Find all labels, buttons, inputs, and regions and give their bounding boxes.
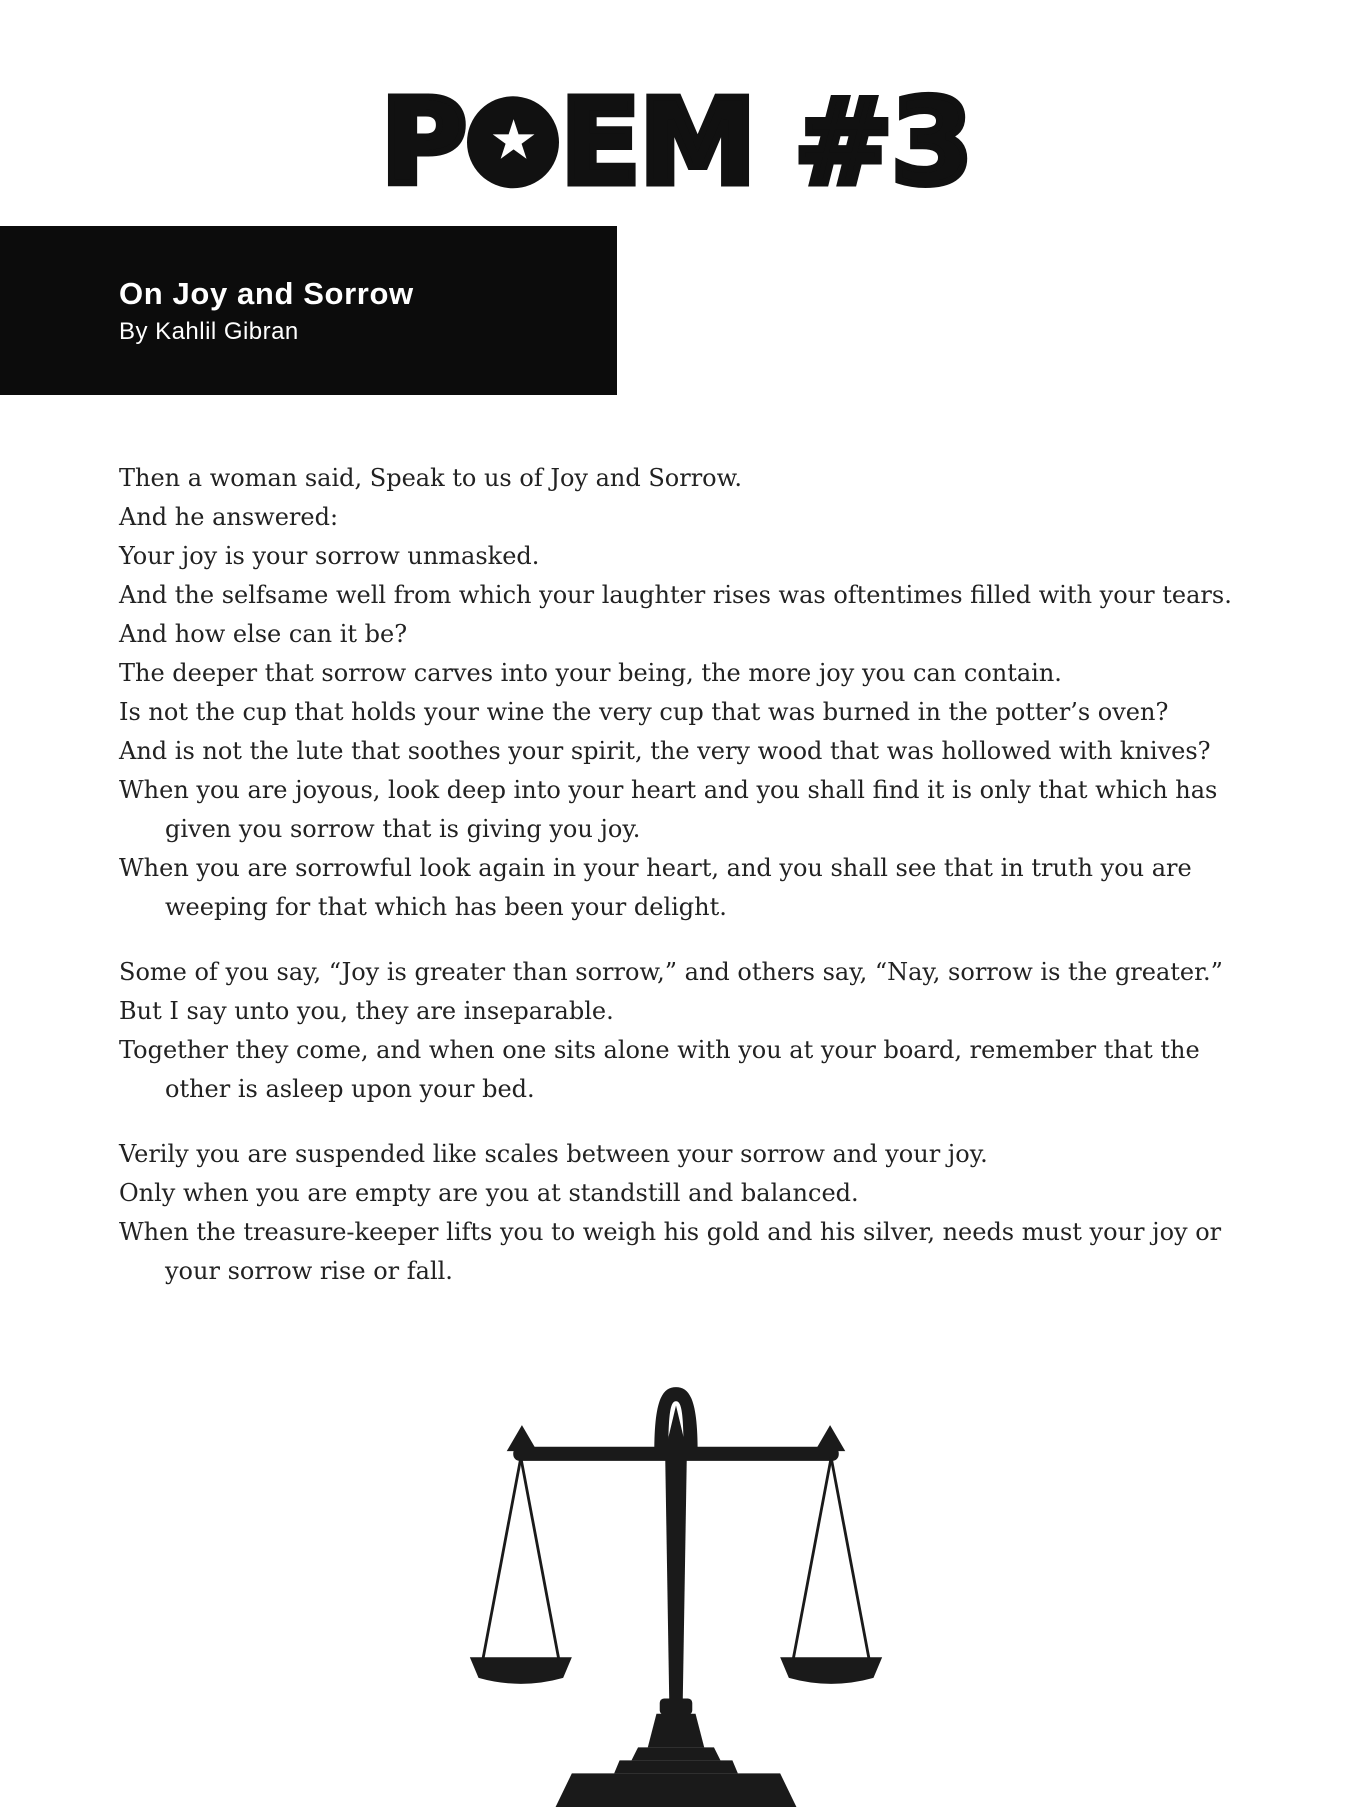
poem-line: But I say unto you, they are inseparable. [119, 997, 614, 1025]
poem-line: Your joy is your sorrow unmasked. [119, 542, 540, 570]
scale-post-collar [660, 1699, 693, 1715]
page-title [380, 73, 972, 211]
poem-name: On Joy and Sorrow [119, 275, 414, 311]
poem-line: And how else can it be? [119, 620, 408, 648]
star-o-icon [467, 96, 559, 188]
poem-stanza [119, 1135, 1244, 1291]
title-text-pre: P [380, 73, 466, 211]
poem-line: When you are joyous, look deep into your heart and you shall find it is only that which has given you sorrow that is giving you joy. [119, 776, 1218, 843]
star-icon: ★ [489, 108, 537, 172]
scale-base-stem [648, 1714, 704, 1748]
scale-beam-left-tip [507, 1425, 537, 1451]
page-header [0, 58, 1352, 226]
poem-line: Some of you say, “Joy is greater than sorrow,” and others say, “Nay, sorrow is the greater.” [119, 958, 1223, 986]
poem-line: Verily you are suspended like scales between your sorrow and your joy. [119, 1140, 988, 1168]
scale-base-foot [556, 1773, 797, 1807]
poem-body [119, 459, 1244, 1291]
poem-line: And he answered: [119, 503, 339, 531]
poem-stanza [119, 459, 1244, 927]
poem-line: When the treasure-keeper lifts you to weigh his gold and his silver, needs must your joy or your sorrow rise or fall. [119, 1218, 1222, 1285]
poem-stanza [119, 953, 1244, 1109]
scale-base-step1 [632, 1747, 721, 1760]
poem-line: Then a woman said, Speak to us of Joy and Sorrow. [119, 464, 742, 492]
scale-right-string-inner [793, 1458, 831, 1660]
scale-left-string-outer [483, 1458, 521, 1660]
poem-author: By Kahlil Gibran [119, 317, 299, 345]
scale-base-step2 [614, 1760, 738, 1773]
scale-post [665, 1453, 687, 1716]
poem-line: Only when you are empty are you at standstill and balanced. [119, 1179, 859, 1207]
scale-left-pan [470, 1657, 572, 1684]
poem-line: Together they come, and when one sits alone with you at your board, remember that the other is asleep upon your bed. [119, 1036, 1200, 1103]
balance-scale-icon [459, 1373, 893, 1807]
poem-banner [0, 226, 617, 395]
scale-right-pan [780, 1657, 882, 1684]
poem-line: Is not the cup that holds your wine the very cup that was burned in the potter’s oven? [119, 698, 1169, 726]
poem-line: And the selfsame well from which your laughter rises was oftentimes filled with your tears. [119, 581, 1232, 609]
scale-left-string-inner [521, 1458, 559, 1660]
title-text-post: EM #3 [560, 73, 972, 211]
poem-line: When you are sorrowful look again in your heart, and you shall see that in truth you are weeping for that which has been your delight. [119, 854, 1192, 921]
balance-scale-illustration [459, 1373, 893, 1807]
poem-line: The deeper that sorrow carves into your being, the more joy you can contain. [119, 659, 1062, 687]
scale-right-string-outer [831, 1458, 869, 1660]
poem-line: And is not the lute that soothes your spirit, the very wood that was hollowed with knives? [119, 737, 1211, 765]
scale-beam-right-tip [815, 1425, 845, 1451]
